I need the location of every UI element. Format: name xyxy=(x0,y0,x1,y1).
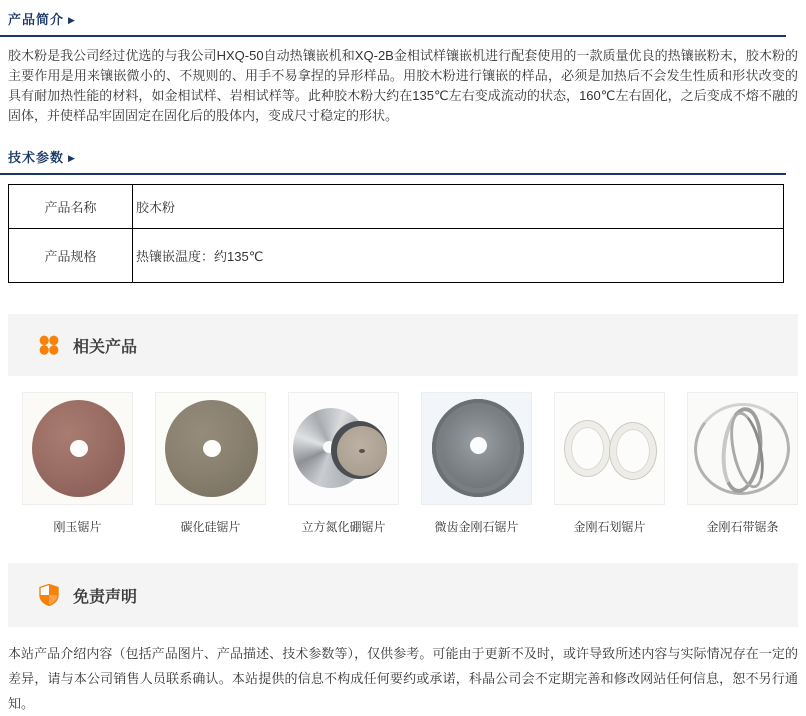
triangle-right-icon: ▶ xyxy=(68,15,76,25)
product-card[interactable] xyxy=(421,392,532,535)
product-image-disc-red[interactable] xyxy=(22,392,133,505)
table-row xyxy=(9,185,784,229)
product-image-disc-dark[interactable] xyxy=(421,392,532,505)
product-image-shape xyxy=(610,423,656,479)
product-label[interactable]: 微齿金刚石锯片 xyxy=(434,520,519,534)
product-image-band-coil[interactable] xyxy=(687,392,798,505)
product-label[interactable]: 刚玉锯片 xyxy=(53,520,102,534)
spec-value-product-name: 胶木粉 xyxy=(133,185,784,229)
product-card[interactable] xyxy=(687,392,798,535)
disclaimer-header-band xyxy=(8,563,798,627)
product-image-disc-olive[interactable] xyxy=(155,392,266,505)
product-image-shape xyxy=(337,426,387,476)
product-image-disc-metal[interactable] xyxy=(288,392,399,505)
spec-value-product-spec: 热镶嵌温度：约135℃ xyxy=(133,229,784,283)
related-products-title: 相关产品 xyxy=(73,338,138,356)
disclaimer-title: 免责声明 xyxy=(73,588,138,606)
triangle-right-icon: ▶ xyxy=(68,153,76,163)
section-title-specs xyxy=(8,147,798,166)
specs-title-text: 技术参数 xyxy=(8,150,65,165)
product-image-shape xyxy=(203,440,221,457)
product-card[interactable] xyxy=(288,392,399,535)
intro-title-text: 产品简介 xyxy=(8,12,65,27)
clover-icon xyxy=(38,334,60,356)
section-divider xyxy=(0,173,786,175)
shield-icon xyxy=(38,584,60,606)
table-row xyxy=(9,229,784,283)
product-label[interactable]: 金刚石带锯条 xyxy=(706,520,779,534)
product-card[interactable] xyxy=(554,392,665,535)
product-label[interactable]: 碳化硅锯片 xyxy=(180,520,241,534)
product-card[interactable] xyxy=(22,392,133,535)
spec-label-product-spec: 产品规格 xyxy=(9,229,133,283)
product-image-shape xyxy=(470,437,487,454)
product-label[interactable]: 立方氮化硼锯片 xyxy=(301,520,386,534)
related-products-row xyxy=(22,392,806,535)
disclaimer-paragraph: 本站产品介绍内容（包括产品图片、产品描述、技术参数等），仅供参考。可能由于更新不及时，或许导致所述内容与实际情况存在一定的差异，请与本公司销售人员联系确认。本站提供的信息不构成任何要约或承诺，科晶公司会不定期完善和修改网站任何信息，恕不另行通知。 xyxy=(8,646,798,711)
product-image-rings-pair[interactable] xyxy=(554,392,665,505)
specs-table xyxy=(8,184,784,283)
product-label[interactable]: 金刚石划锯片 xyxy=(573,520,646,534)
intro-paragraph: 胶木粉是我公司经过优选的与我公司HXQ-50自动热镶嵌机和XQ-2B金相试样镶嵌机进行配套使用的一款质量优良的热镶嵌粉末，胶木粉的主要作用是用来镶嵌微小的、不规则的、用手不易拿捏的异形样品。用胶木粉进行镶嵌的样品，必须是加热后不会发生性质和形状改变的具有耐加热性能的材料，如金相试样、岩相试样等。此种胶木粉大约在135℃左右变成流动的状态，160℃左右固化，之后变成不熔不融的固体，并使样品牢固固定在固化后的股体内，变成尺寸稳定的形状。 xyxy=(8,48,798,123)
spec-label-product-name: 产品名称 xyxy=(9,185,133,229)
product-image-shape xyxy=(70,440,88,457)
section-divider xyxy=(0,35,786,37)
section-title-intro xyxy=(8,9,798,28)
product-card[interactable] xyxy=(155,392,266,535)
product-image-shape xyxy=(565,421,610,476)
related-products-header-band xyxy=(8,314,798,376)
